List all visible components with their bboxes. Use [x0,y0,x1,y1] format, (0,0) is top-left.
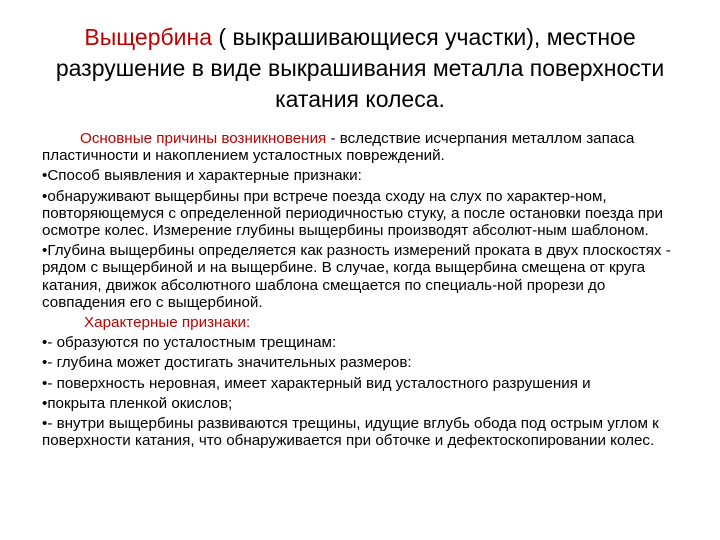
bullet-detection-heading: •Способ выявления и характерные признаки: [42,167,362,185]
causes-text: - вследствие исчерпания металлом запаса пластичности и накоплением усталостных повреждений. [42,130,635,165]
feature-item: •- глубина может достигать значительных размеров: [42,354,412,372]
feature-item: •- поверхность неровная, имеет характерный вид усталостного разрушения и [42,374,591,392]
causes-label: Основные причины возникновения [80,130,327,147]
causes-paragraph [42,130,688,164]
feature-item: •- внутри выщербины развиваются трещины, идущие вглубь обода под острым углом к поверхности катания, что обнаруживается при обточке и дефектоскопировании колес. [42,415,659,450]
feature-item: •- образуются по усталостным трещинам: [42,334,337,352]
feature-item: •покрыта пленкой окислов; [42,394,233,412]
bullet-depth-measurement: •Глубина выщербины определяется как разность измерений проката в двух плоскостях - рядом с выщербиной и на выщербине. В случае, когда выщербина смещена от круга катания, движок абсолютного шаблона смещается по специаль-ной прорези до совпадения его с выщербиной. [42,242,671,311]
slide-title [40,22,680,115]
title-description: ( выкрашивающиеся участки), местное разрушение в виде выкрашивания металла поверхности катания колеса. [55,24,665,112]
slide-body [42,130,688,452]
bullet-detection-method: •обнаруживают выщербины при встрече поезда сходу на слух по характер-ном, повторяющемуся с определенной периодичностью стуку, а после остановки поезда при осмотре колес. Измерение глубины выщербины производят абсолют-ным шаблоном. [42,187,664,240]
title-term: Выщербина [84,24,212,50]
features-heading: Характерные признаки: [84,314,251,332]
